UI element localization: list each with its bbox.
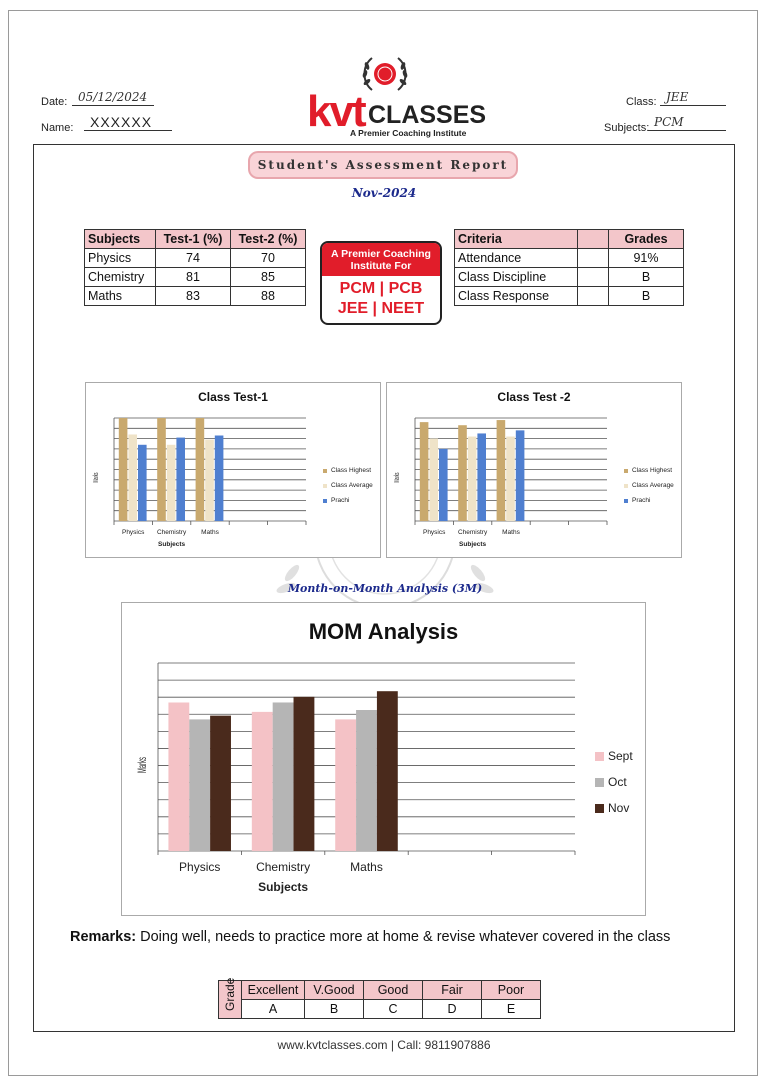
criteria-cell [578, 268, 609, 287]
table-row [455, 287, 684, 306]
remarks-label: Remarks: [70, 929, 137, 945]
criteria-cell: Attendance [455, 249, 578, 268]
chart-mom-analysis [121, 602, 646, 916]
bar-class-highest [458, 425, 467, 521]
bar-prachi [215, 436, 224, 521]
x-axis-label: Subjects [459, 541, 487, 548]
chart-class-test-2 [386, 382, 682, 558]
chart-class-test-1 [85, 382, 381, 558]
bar-class-average [429, 439, 438, 521]
x-tick-label: Maths [350, 860, 383, 874]
legend-swatch [624, 469, 628, 473]
x-axis-label: Subjects [258, 880, 309, 894]
table-row [85, 287, 306, 306]
bar-oct [189, 719, 210, 851]
x-tick-label: Physics [179, 860, 221, 874]
logo-tagline: A Premier Coaching Institute [350, 128, 467, 138]
bar-sept [335, 719, 356, 851]
criteria-cell: B [609, 287, 684, 306]
laurel-emblem-icon [360, 52, 410, 96]
legend-label: Class Average [331, 482, 373, 489]
name-label: Name: [41, 122, 74, 134]
criteria-header-row [455, 230, 684, 249]
promo-line-1: PCM | PCB [339, 280, 423, 297]
bar-nov [377, 691, 398, 851]
scores-table [84, 229, 306, 306]
bar-class-highest [420, 422, 429, 521]
grade-label-row [219, 981, 541, 1000]
chart-title: Class Test -2 [497, 390, 571, 404]
criteria-table [454, 229, 684, 306]
scores-header-row [85, 230, 306, 249]
grade-label-cell: Excellent [242, 981, 305, 1000]
name-value: XXXXXX [84, 115, 172, 131]
x-axis-label: Subjects [158, 541, 186, 548]
bar-nov [294, 697, 315, 851]
bar-nov [210, 716, 231, 851]
x-tick-label: Physics [121, 529, 145, 536]
scores-cell: Chemistry [85, 268, 156, 287]
legend-swatch [323, 469, 327, 473]
bar-sept [168, 702, 189, 851]
grade-value-cell: C [364, 1000, 423, 1019]
legend-label: Class Highest [632, 467, 673, 474]
legend-label: Class Highest [331, 467, 372, 474]
legend-swatch [595, 804, 604, 813]
promo-box [320, 241, 442, 325]
table-row [85, 268, 306, 287]
legend-swatch [323, 484, 327, 488]
x-tick-label: Maths [502, 529, 520, 536]
scores-cell: 83 [156, 287, 231, 306]
table-row [85, 249, 306, 268]
chart-svg [86, 383, 380, 557]
table-row [455, 249, 684, 268]
legend-swatch [595, 752, 604, 761]
scores-header-test1: Test-1 (%) [156, 230, 231, 249]
bar-prachi [516, 430, 525, 521]
legend-swatch [323, 499, 327, 503]
y-axis-label: Marks [93, 463, 100, 483]
legend-label: Oct [608, 775, 627, 789]
grade-label-cell: Poor [482, 981, 541, 1000]
scores-header-test2: Test-2 (%) [231, 230, 306, 249]
promo-line-2: JEE | NEET [337, 300, 425, 317]
footer-contact: www.kvtclasses.com | Call: 9811907886 [277, 1038, 491, 1052]
report-title-banner [248, 151, 518, 179]
x-tick-label: Chemistry [457, 529, 488, 536]
grade-value-cell: B [305, 1000, 364, 1019]
bar-class-average [468, 437, 477, 521]
grade-value-row [219, 1000, 541, 1019]
scores-cell: 70 [231, 249, 306, 268]
x-tick-label: Physics [422, 529, 446, 536]
grade-label-cell: Fair [423, 981, 482, 1000]
bar-class-average [128, 434, 137, 521]
grade-side-label: Grade [223, 977, 237, 1011]
legend-label: Sept [608, 749, 633, 763]
x-tick-label: Maths [201, 529, 219, 536]
report-month: Nov-2024 [351, 186, 417, 200]
bar-oct [273, 702, 294, 851]
scores-cell: 88 [231, 287, 306, 306]
remarks-text: Doing well, needs to practice more at home & revise whatever covered in the class [140, 929, 671, 945]
criteria-cell: 91% [609, 249, 684, 268]
table-row [455, 268, 684, 287]
y-axis-label: Marks [394, 463, 401, 483]
grade-side-cell [219, 977, 242, 1019]
bar-prachi [439, 449, 448, 521]
x-tick-label: Chemistry [256, 860, 311, 874]
class-value: JEE [660, 90, 726, 106]
criteria-header-grades: Grades [609, 230, 684, 249]
bar-sept [252, 712, 273, 851]
bar-class-average [205, 440, 214, 521]
bar-class-highest [119, 418, 128, 521]
legend-label: Prachi [331, 497, 350, 504]
criteria-header-blank [578, 230, 609, 249]
scores-cell: Physics [85, 249, 156, 268]
chart-svg [387, 383, 681, 557]
criteria-cell [578, 287, 609, 306]
chart-title: MOM Analysis [308, 619, 459, 644]
scores-cell: 85 [231, 268, 306, 287]
report-title: Student's Assessment Report [257, 158, 509, 172]
bar-prachi [138, 445, 147, 521]
subjects-label: Subjects: [604, 122, 650, 134]
legend-label: Nov [608, 801, 630, 815]
legend-swatch [624, 484, 628, 488]
subjects-value: PCM [648, 115, 726, 131]
x-tick-label: Chemistry [156, 529, 187, 536]
bar-prachi [176, 438, 185, 521]
remarks [70, 929, 730, 945]
legend-swatch [595, 778, 604, 787]
bar-class-average [506, 437, 515, 521]
grade-value-cell: A [242, 1000, 305, 1019]
bar-class-highest [157, 418, 166, 521]
y-axis-label: Marks [135, 740, 149, 773]
chart-svg [122, 603, 645, 915]
grade-value-cell: E [482, 1000, 541, 1019]
grade-label-cell: V.Good [305, 981, 364, 1000]
class-label: Class: [626, 96, 657, 108]
grade-value-cell: D [423, 1000, 482, 1019]
grade-scale-table [218, 977, 541, 1019]
promo-top-text: A Premier Coaching Institute For [322, 243, 440, 276]
bar-class-highest [497, 420, 506, 521]
criteria-cell: Class Discipline [455, 268, 578, 287]
criteria-cell: Class Response [455, 287, 578, 306]
scores-cell: Maths [85, 287, 156, 306]
criteria-cell [578, 249, 609, 268]
chart-title: Class Test-1 [198, 390, 268, 404]
date-label: Date: [41, 96, 68, 108]
legend-label: Prachi [632, 497, 651, 504]
legend-label: Class Average [632, 482, 674, 489]
scores-cell: 74 [156, 249, 231, 268]
criteria-header: Criteria [455, 230, 578, 249]
bar-oct [356, 710, 377, 851]
logo-classes: CLASSES [368, 101, 487, 129]
mom-caption: Month-on-Month Analysis (3M) [287, 582, 483, 595]
bar-prachi [477, 433, 486, 521]
logo-kvt: kvt [307, 87, 365, 136]
criteria-cell: B [609, 268, 684, 287]
scores-cell: 81 [156, 268, 231, 287]
bar-class-average [167, 445, 176, 521]
legend-swatch [624, 499, 628, 503]
bar-class-highest [196, 418, 205, 521]
date-value: 05/12/2024 [72, 90, 154, 106]
grade-label-cell: Good [364, 981, 423, 1000]
scores-header-subjects: Subjects [85, 230, 156, 249]
